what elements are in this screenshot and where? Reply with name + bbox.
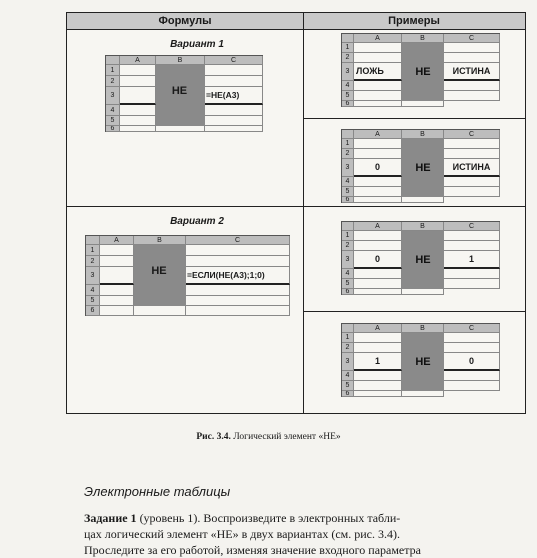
- row-number: 5: [342, 91, 354, 101]
- column-header: C: [444, 130, 500, 139]
- row-number: 6: [342, 101, 354, 107]
- ne-cell: НЕ: [402, 43, 444, 101]
- column-header: B: [402, 324, 444, 333]
- row-number: 1: [342, 231, 354, 241]
- column-header: A: [100, 236, 134, 245]
- column-header: C: [444, 324, 500, 333]
- output-cell: ИСТИНА: [444, 159, 500, 177]
- row-number: 3: [342, 251, 354, 269]
- ne-cell: НЕ: [402, 333, 444, 391]
- column-header: B: [156, 56, 205, 65]
- input-cell: 1: [354, 353, 402, 371]
- column-header: A: [120, 56, 156, 65]
- column-header: C: [186, 236, 290, 245]
- column-header: C: [444, 34, 500, 43]
- row-divider-right-2: [303, 206, 525, 207]
- example-sheet: [341, 221, 500, 295]
- corner-cell: [342, 222, 354, 231]
- example-sheet: [341, 129, 500, 203]
- row-number: 6: [86, 306, 100, 316]
- row-number: 6: [342, 197, 354, 203]
- row-number: 4: [342, 177, 354, 187]
- row-number: 6: [342, 391, 354, 397]
- output-cell: ИСТИНА: [444, 63, 500, 81]
- row-number: 2: [342, 343, 354, 353]
- column-divider: [303, 13, 304, 413]
- task-line-2: цах логический элемент «НЕ» в двух вариантах (см. рис. 3.4).: [84, 527, 400, 541]
- ne-label: НЕ: [171, 85, 188, 97]
- ne-cell: НЕ: [402, 139, 444, 197]
- row-number: 3: [342, 159, 354, 177]
- example-sheet: [341, 33, 500, 107]
- row-number: 1: [342, 139, 354, 149]
- row-number: 1: [342, 43, 354, 53]
- column-header: B: [402, 222, 444, 231]
- corner-cell: [342, 324, 354, 333]
- row-number: 6: [342, 289, 354, 295]
- input-cell: 0: [354, 159, 402, 177]
- task-text: [84, 510, 529, 558]
- row-number: 2: [86, 256, 100, 267]
- row-number: 2: [342, 53, 354, 63]
- caption-label: Рис. 3.4.: [196, 432, 231, 442]
- row-number: 2: [342, 241, 354, 251]
- row-number: 5: [106, 116, 120, 126]
- corner-cell: [86, 236, 100, 245]
- variant2-sheet: [85, 235, 290, 316]
- row-number: 1: [342, 333, 354, 343]
- row-number: 2: [342, 149, 354, 159]
- row-number: 3: [106, 87, 120, 105]
- ne-label: НЕ: [151, 265, 167, 277]
- formula-cell: =НЕ(А3): [205, 87, 263, 105]
- row-number: 4: [342, 269, 354, 279]
- row-divider-left: [67, 206, 303, 207]
- row-number: 4: [342, 81, 354, 91]
- corner-cell: [342, 34, 354, 43]
- ne-cell: НЕ: [402, 231, 444, 289]
- row-number: 1: [106, 65, 120, 76]
- section-title: Электронные таблицы: [84, 484, 231, 499]
- row-number: 5: [342, 187, 354, 197]
- task-label: Задание 1: [84, 511, 137, 525]
- example-sheet: [341, 323, 500, 397]
- variant2-title: Вариант 2: [170, 216, 224, 227]
- row-number: 4: [86, 285, 100, 296]
- column-header: B: [402, 34, 444, 43]
- row-number: 1: [86, 245, 100, 256]
- corner-cell: [106, 56, 120, 65]
- column-header: B: [402, 130, 444, 139]
- figure-table: [66, 12, 526, 414]
- row-divider-right-1: [303, 118, 525, 119]
- corner-cell: [342, 130, 354, 139]
- row-number: 6: [106, 126, 120, 132]
- row-number: 3: [86, 267, 100, 285]
- column-header: A: [354, 324, 402, 333]
- row-number: 5: [342, 279, 354, 289]
- row-number: 3: [342, 353, 354, 371]
- column-header: C: [205, 56, 263, 65]
- formulas-header: Формулы: [67, 13, 303, 30]
- row-number: 2: [106, 76, 120, 87]
- row-divider-right-3: [303, 311, 525, 312]
- row-number: 4: [106, 105, 120, 116]
- output-cell: 0: [444, 353, 500, 371]
- column-header: A: [354, 34, 402, 43]
- row-number: 3: [342, 63, 354, 81]
- task-line-1: (уровень 1). Воспроизведите в электронных табли-: [136, 511, 401, 525]
- row-number: 4: [342, 371, 354, 381]
- input-cell: ЛОЖЬ: [354, 63, 402, 81]
- task-line-3: Проследите за его работой, изменяя значение входного параметра: [84, 543, 421, 557]
- row-number: 5: [86, 296, 100, 306]
- examples-header: Примеры: [303, 13, 525, 30]
- output-cell: 1: [444, 251, 500, 269]
- column-header: A: [354, 130, 402, 139]
- column-header: C: [444, 222, 500, 231]
- input-cell: 0: [354, 251, 402, 269]
- row-number: 5: [342, 381, 354, 391]
- column-header: B: [134, 236, 186, 245]
- variant1-title: Вариант 1: [170, 39, 224, 50]
- column-header: A: [354, 222, 402, 231]
- figure-caption: [0, 432, 537, 442]
- caption-text: Логический элемент «НЕ»: [233, 432, 341, 442]
- formula-cell: =ЕСЛИ(НЕ(А3);1;0): [186, 267, 290, 285]
